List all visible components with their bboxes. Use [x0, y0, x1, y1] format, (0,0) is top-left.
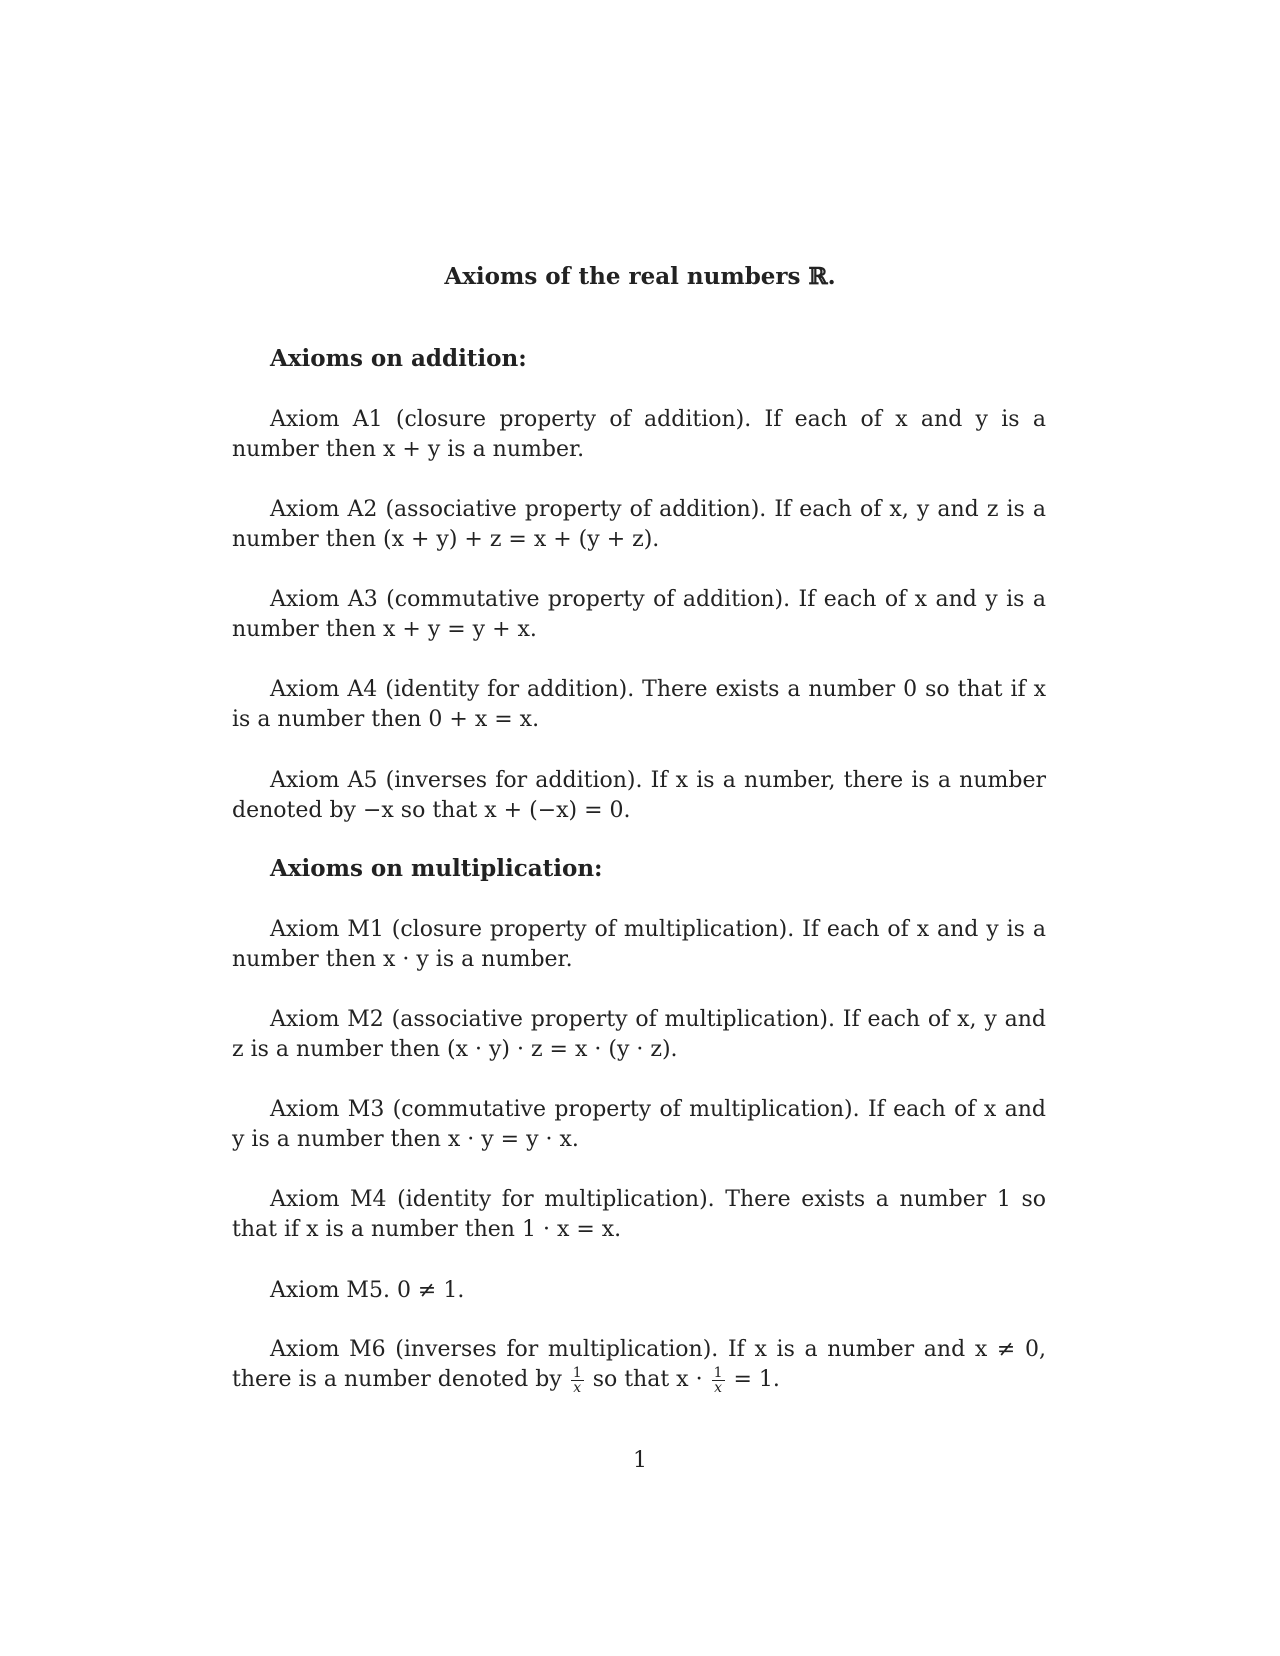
- section-heading-addition: Axioms on addition:: [270, 345, 527, 372]
- fraction-denominator-second: x: [714, 1379, 722, 1396]
- axiom-a4: Axiom A4 (identity for addition). There exists a number 0 so that if x is a number then 0 + x = x.: [232, 677, 1046, 732]
- axiom-m5: Axiom M5. 0 ≠ 1.: [270, 1278, 465, 1303]
- axiom-m6-text-middle: so that x ·: [592, 1367, 703, 1392]
- axiom-m6: [232, 1335, 1046, 1395]
- axiom-a5: Axiom A5 (inverses for addition). If x is a number, there is a number denoted by −x so that x + (−x) = 0.: [232, 768, 1046, 823]
- fraction-denominator: x: [573, 1379, 582, 1396]
- axiom-m2: Axiom M2 (associative property of multiplication). If each of x, y and z is a number then (x · y) · z = x · (y · z).: [232, 1007, 1046, 1062]
- fraction-one-over-x-second: [712, 1366, 725, 1395]
- axiom-m6-text-after: = 1.: [733, 1367, 780, 1392]
- axiom-a3: Axiom A3 (commutative property of addition). If each of x and y is a number then x + y = y + x.: [232, 587, 1046, 642]
- axiom-m3: Axiom M3 (commutative property of multiplication). If each of x and y is a number then x · y = y · x.: [232, 1097, 1046, 1152]
- axiom-m6-text-before: Axiom M6 (inverses for multiplication). If x is a number and x ≠ 0, there is a number denoted by: [232, 1337, 1046, 1392]
- fraction-one-over-x: [571, 1366, 584, 1395]
- axiom-m1: Axiom M1 (closure property of multiplication). If each of x and y is a number then x · y is a number.: [232, 917, 1046, 972]
- fraction-numerator-second: 1: [713, 1364, 723, 1381]
- axiom-a1: Axiom A1 (closure property of addition). If each of x and y is a number then x + y is a number.: [232, 407, 1046, 462]
- fraction-numerator: 1: [572, 1364, 582, 1381]
- axiom-a2: Axiom A2 (associative property of addition). If each of x, y and z is a number then (x + y) + z = x + (y + z).: [232, 497, 1046, 552]
- section-heading-multiplication: Axioms on multiplication:: [270, 855, 603, 882]
- page-number: 1: [633, 1448, 647, 1473]
- page-title: Axioms of the real numbers ℝ.: [444, 263, 836, 290]
- axiom-m4: Axiom M4 (identity for multiplication). There exists a number 1 so that if x is a number then 1 · x = x.: [232, 1187, 1046, 1242]
